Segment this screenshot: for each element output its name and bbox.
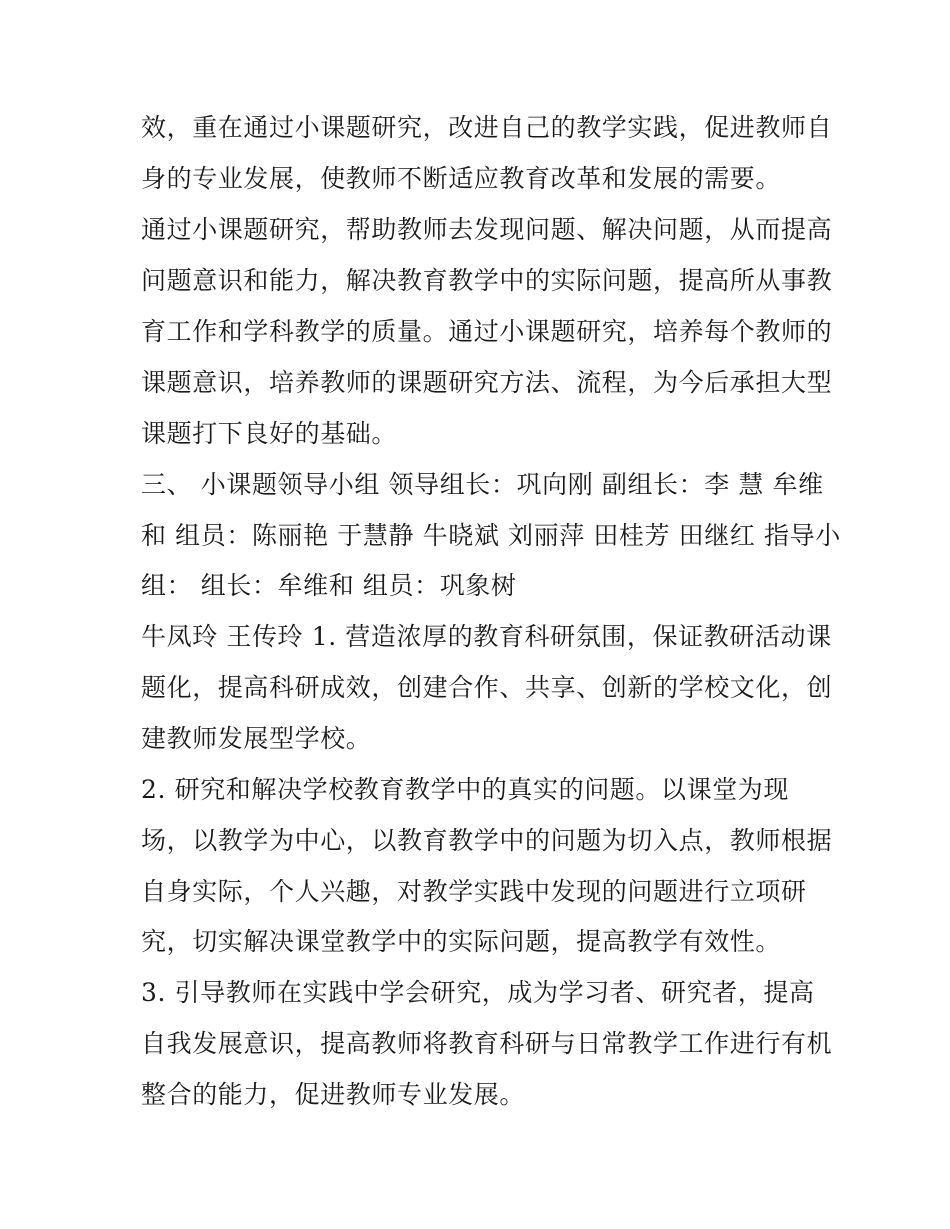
text-line: 自身实际，个人兴趣，对教学实践中发现的问题进行立项研 bbox=[141, 877, 807, 906]
text-line: 建教师发展型学校。 bbox=[141, 724, 372, 753]
text-line: 牛凤玲 王传玲 1. 营造浓厚的教育科研氛围，保证教研活动课 bbox=[141, 622, 832, 651]
text-line: 2. 研究和解决学校教育教学中的真实的问题。以课堂为现 bbox=[141, 775, 790, 804]
text-line: 身的专业发展，使教师不断适应教育改革和发展的需要。 bbox=[141, 164, 782, 193]
text-line: 三、 小课题领导小组 领导组长：巩向刚 副组长：李 慧 牟维 bbox=[141, 470, 824, 499]
text-line: 题化，提高科研成效，创建合作、共享、创新的学校文化，创 bbox=[141, 673, 833, 702]
text-line: 3. 引导教师在实践中学会研究，成为学习者、研究者，提高 bbox=[141, 978, 815, 1007]
text-line: 究，切实解决课堂教学中的实际问题，提高教学有效性。 bbox=[141, 927, 782, 956]
text-line: 自我发展意识，提高教师将教育科研与日常教学工作进行有机 bbox=[141, 1029, 833, 1058]
text-line: 育工作和学科教学的质量。通过小课题研究，培养每个教师的 bbox=[141, 317, 833, 346]
text-line: 课题意识，培养教师的课题研究方法、流程，为今后承担大型 bbox=[141, 368, 833, 397]
text-line: 通过小课题研究，帮助教师去发现问题、解决问题，从而提高 bbox=[141, 215, 833, 244]
text-line: 组： 组长：牟维和 组员：巩象树 bbox=[141, 571, 517, 600]
text-line: 场，以教学为中心，以教育教学中的问题为切入点，教师根据 bbox=[141, 826, 833, 855]
text-line: 整合的能力，促进教师专业发展。 bbox=[141, 1080, 526, 1109]
text-line: 效，重在通过小课题研究，改进自己的教学实践，促进教师自 bbox=[141, 113, 833, 142]
text-line: 和 组员：陈丽艳 于慧静 牛晓斌 刘丽萍 田桂芳 田继红 指导小 bbox=[141, 521, 841, 550]
text-line: 问题意识和能力，解决教育教学中的实际问题，提高所从事教 bbox=[141, 266, 833, 295]
text-line: 课题打下良好的基础。 bbox=[141, 419, 398, 448]
